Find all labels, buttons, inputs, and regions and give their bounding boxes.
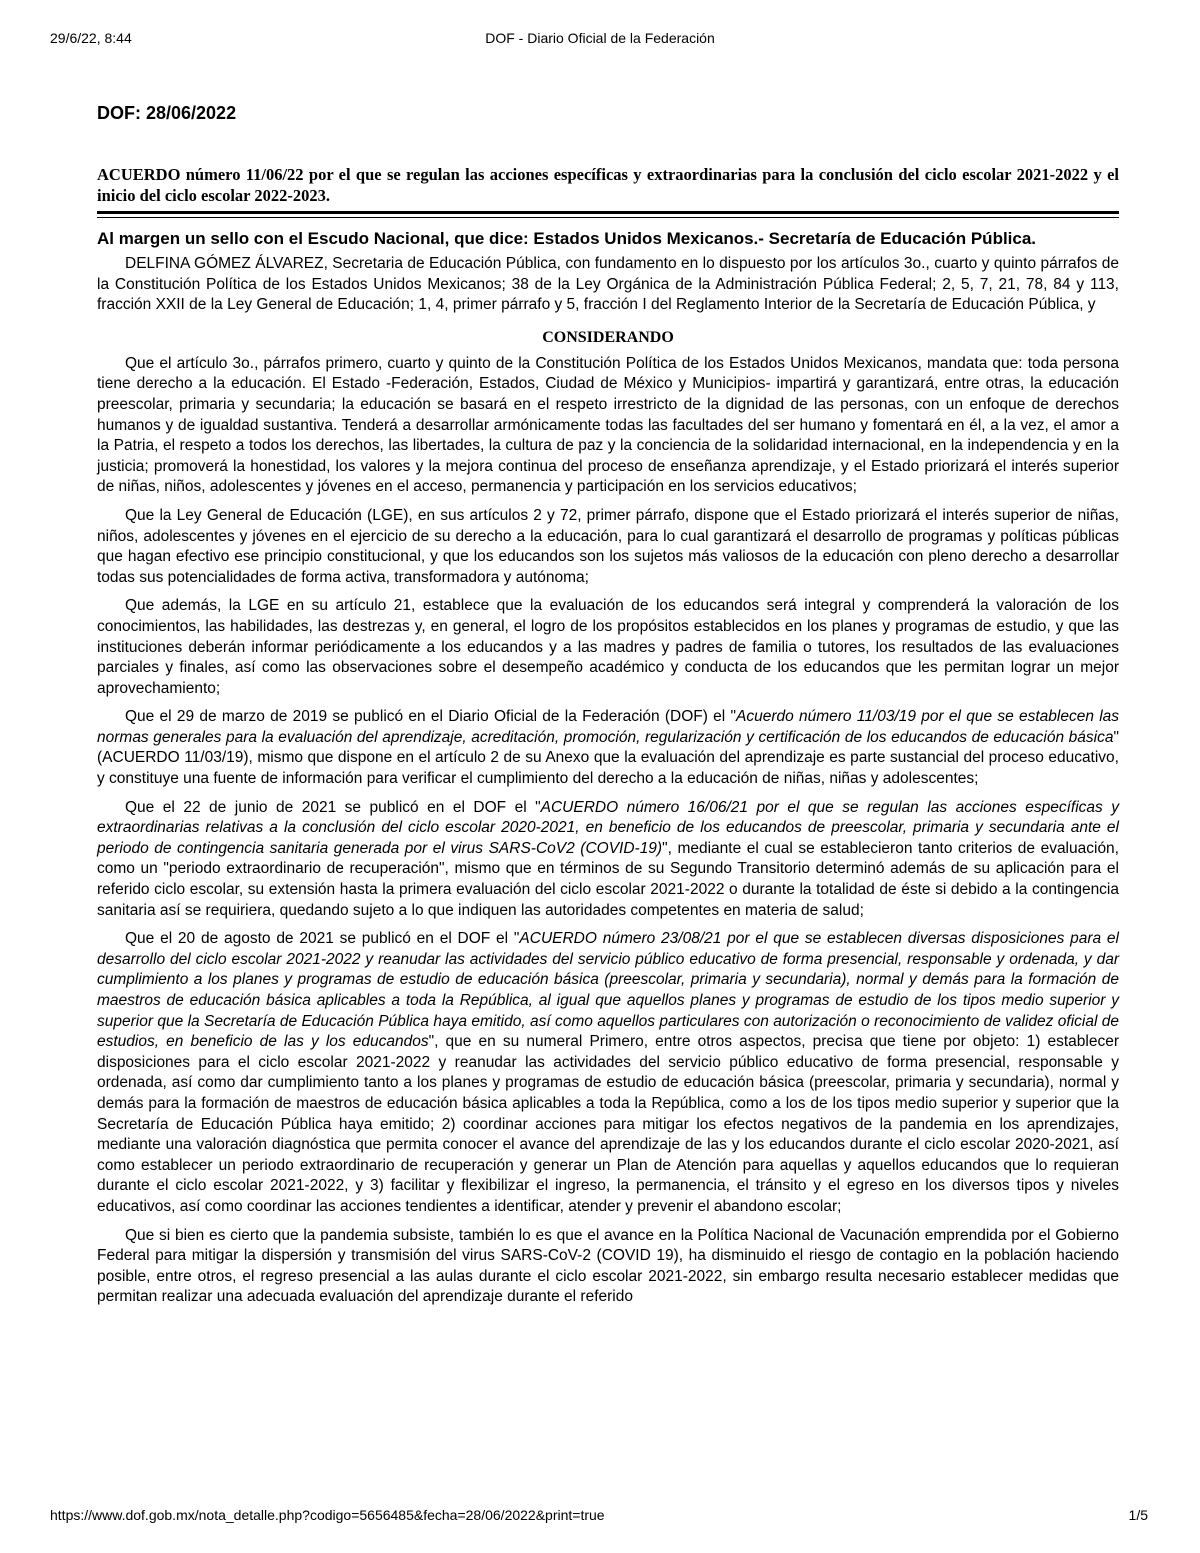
paragraph-7: Que si bien es cierto que la pandemia subsiste, también lo es que el avance en la Política Nacional de Vacunación emprendida por el Gobierno Federal para mitigar la dispersión y transmisión del virus SARS-CoV-2 (COVID 19), ha disminuido el riesgo de contagio en la población haciendo posible, entre otros, el regreso presencial a las aulas durante el ciclo escolar 2021-2022, sin embargo resulta necesario establecer medidas que permitan realizar una adecuada evaluación del aprendizaje durante el referido	[97, 1226, 1119, 1306]
considerando-heading: CONSIDERANDO	[542, 328, 674, 346]
body-text	[97, 254, 1119, 316]
sello-line: Al margen un sello con el Escudo Nacional, que dice: Estados Unidos Mexicanos.- Secretaría de Educación Pública.	[97, 229, 1037, 248]
considerando-body	[97, 354, 1119, 1308]
paragraph-4-rest: " (ACUERDO 11/03/19), mismo que dispone en el artículo 2 de su Anexo que la evaluación del aprendizaje es parte sustancial del proceso educativo, y constituye una fuente de información para verificar el cumplimiento del derecho a la educación de niñas, niñas y adolescentes;	[97, 728, 1119, 788]
paragraph-1: Que el artículo 3o., párrafos primero, cuarto y quinto de la Constitución Política de los Estados Unidos Mexicanos, mandata que: toda persona tiene derecho a la educación. El Estado -Federación, Estados, Ciudad de México y Municipios- impartirá y garantizará, entre otras, la educación preescolar, primaria y secundaria; la educación se basará en el respeto irrestricto de la dignidad de las personas, con un enfoque de derechos humanos y de igualdad sustantiva. Tenderá a desarrollar armónicamente todas las facultades del ser humano y fomentará en él, a la vez, el amor a la Patria, el respeto a todos los derechos, las libertades, la cultura de paz y la conciencia de la solidaridad internacional, en la independencia y en la justicia; promoverá la honestidad, los valores y la mejora continua del proceso de enseñanza aprendizaje, y el Estado priorizará el interés superior de niñas, niños, adolescentes y jóvenes en el acceso, permanencia y participación en los servicios educativos;	[97, 354, 1119, 496]
acuerdo-title: ACUERDO número 11/06/22 por el que se regulan las acciones específicas y extraordinarias para la conclusión del ciclo escolar 2021-2022 y el inicio del ciclo escolar 2022-2023.	[97, 164, 1119, 214]
title-divider	[97, 217, 1119, 218]
paragraph-3: Que además, la LGE en su artículo 21, establece que la evaluación de los educandos será integral y comprenderá la valoración de los conocimientos, las habilidades, las destrezas y, en general, el logro de los propósitos establecidos en los planes y programas de estudio, y que las instituciones deberán informar periódicamente a los educandos y a las madres y padres de familia o tutores, los resultados de las evaluaciones parciales y finales, así como las observaciones sobre el desempeño académico y conducta de los educandos que les permitan lograr un mejor aprovechamiento;	[97, 597, 1119, 697]
paragraph-2: Que la Ley General de Educación (LGE), en sus artículos 2 y 72, primer párrafo, dispone que el Estado priorizará el interés superior de niñas, niños, adolescentes y jóvenes en el ejercicio de su derecho a la educación, para lo cual garantizará el desarrollo de programas y políticas públicas que hagan efectivo ese principio constitucional, y que los educandos son los sujetos más valiosos de la educación con pleno derecho a desarrollar todas sus potencialidades de forma activa, transformadora y autónoma;	[97, 506, 1119, 586]
intro-paragraph: DELFINA GÓMEZ ÁLVAREZ, Secretaria de Educación Pública, con fundamento en lo dispuesto por los artículos 3o., cuarto y quinto párrafos de la Constitución Política de los Estados Unidos Mexicanos; 38 de la Ley Orgánica de la Administración Pública Federal; 2, 5, 7, 21, 78, 84 y 113, fracción XXII de la Ley General de Educación; 1, 4, primer párrafo y 5, fracción I del Reglamento Interior de la Secretaría de Educación Pública, y	[97, 255, 1119, 314]
print-datetime: 29/6/22, 8:44	[50, 30, 132, 46]
paragraph-6-cited-title: ACUERDO número 23/08/21 por el que se establecen diversas disposiciones para el desarrollo del ciclo escolar 2021-2022 y reanudar las actividades del servicio público educativo de forma presencial, responsable y ordenada, y dar cumplimiento a los planes y programas de estudio de educación básica (preescolar, primaria y secundaria), normal y demás para la formación de maestros de educación básica aplicables a toda la República, al igual que aquellos planes y programas de estudio de los tipos medio superior y superior que la Secretaría de Educación Pública haya emitido, así como aquellos particulares con autorización o reconocimiento de validez oficial de estudios, en beneficio de las y los educandos	[97, 930, 1120, 1051]
page-number: 1/5	[1128, 1507, 1148, 1523]
paragraph-6-lead: Que el 20 de agosto de 2021 se publicó en el DOF el "	[125, 930, 520, 948]
paragraph-5-lead: Que el 22 de junio de 2021 se publicó en el DOF el "	[125, 798, 541, 816]
dof-date: DOF: 28/06/2022	[97, 103, 237, 123]
paragraph-4-lead: Que el 29 de marzo de 2019 se publicó en el Diario Oficial de la Federación (DOF) el "	[125, 708, 737, 726]
paragraph-5	[97, 798, 1119, 922]
paragraph-6-rest: ", que en su numeral Primero, entre otros aspectos, precisa que tiene por objeto: 1) establecer disposiciones para el ciclo escolar 2021-2022 y reanudar las actividades del servicio público educativo de forma presencial, responsable y ordenada, así como dar cumplimiento tanto a los planes y programas de estudio de educación básica (preescolar, primaria y secundaria), normal y demás para la formación de maestros de educación básica aplicables a toda la República, como a los de los tipos medio superior y superior que la Secretaría de Educación Pública haya emitido; 2) coordinar acciones para mitigar los efectos negativos de la pandemia en los aprendizajes, mediante una valoración diagnóstica que permita conocer el avance del aprendizaje de las y los educandos durante el ciclo escolar 2020-2021, así como establecer un periodo extraordinario de recuperación y generar un Plan de Atención para aquellas y aquellos educandos que lo requieran durante el ciclo escolar 2021-2022, y 3) facilitar y flexibilizar el ingreso, la permanencia, el tránsito y el egreso en los diversos tipos y niveles educativos, así como coordinar las acciones tendientes a identificar, atender y prevenir el abandono escolar;	[97, 1033, 1119, 1215]
paragraph-5-cited-title: ACUERDO número 16/06/21 por el que se regulan las acciones específicas y extraordinarias relativas a la conclusión del ciclo escolar 2020-2021, en beneficio de los educandos de preescolar, primaria y secundaria ante el periodo de contingencia sanitaria generada por el virus SARS-CoV2 (COVID-19)	[97, 798, 1120, 857]
paragraph-5-rest: ", mediante el cual se establecieron tanto criterios de evaluación, como un "periodo extraordinario de recuperación", mismo que en términos de su Segundo Transitorio determinó además de su aplicación para el referido ciclo escolar, su extensión hasta la primera evaluación del ciclo escolar 2021-2022 o durante la totalidad de éste si debido a la contingencia sanitaria así se requiriera, quedando sujeto a lo que indiquen las autoridades competentes en materia de salud;	[97, 839, 1119, 919]
paragraph-6	[97, 929, 1119, 1217]
page-url[interactable]: https://www.dof.gob.mx/nota_detalle.php?codigo=5656485&fecha=28/06/2022&print=true	[50, 1507, 605, 1523]
paragraph-4	[97, 707, 1119, 789]
paragraph-4-cited-title: Acuerdo número 11/03/19 por el que se establecen las normas generales para la evaluación del aprendizaje, acreditación, promoción, regularización y certificación de los educandos de educación básica	[97, 708, 1120, 746]
browser-page-title: DOF - Diario Oficial de la Federación	[485, 30, 715, 46]
document-body	[97, 100, 1119, 1316]
